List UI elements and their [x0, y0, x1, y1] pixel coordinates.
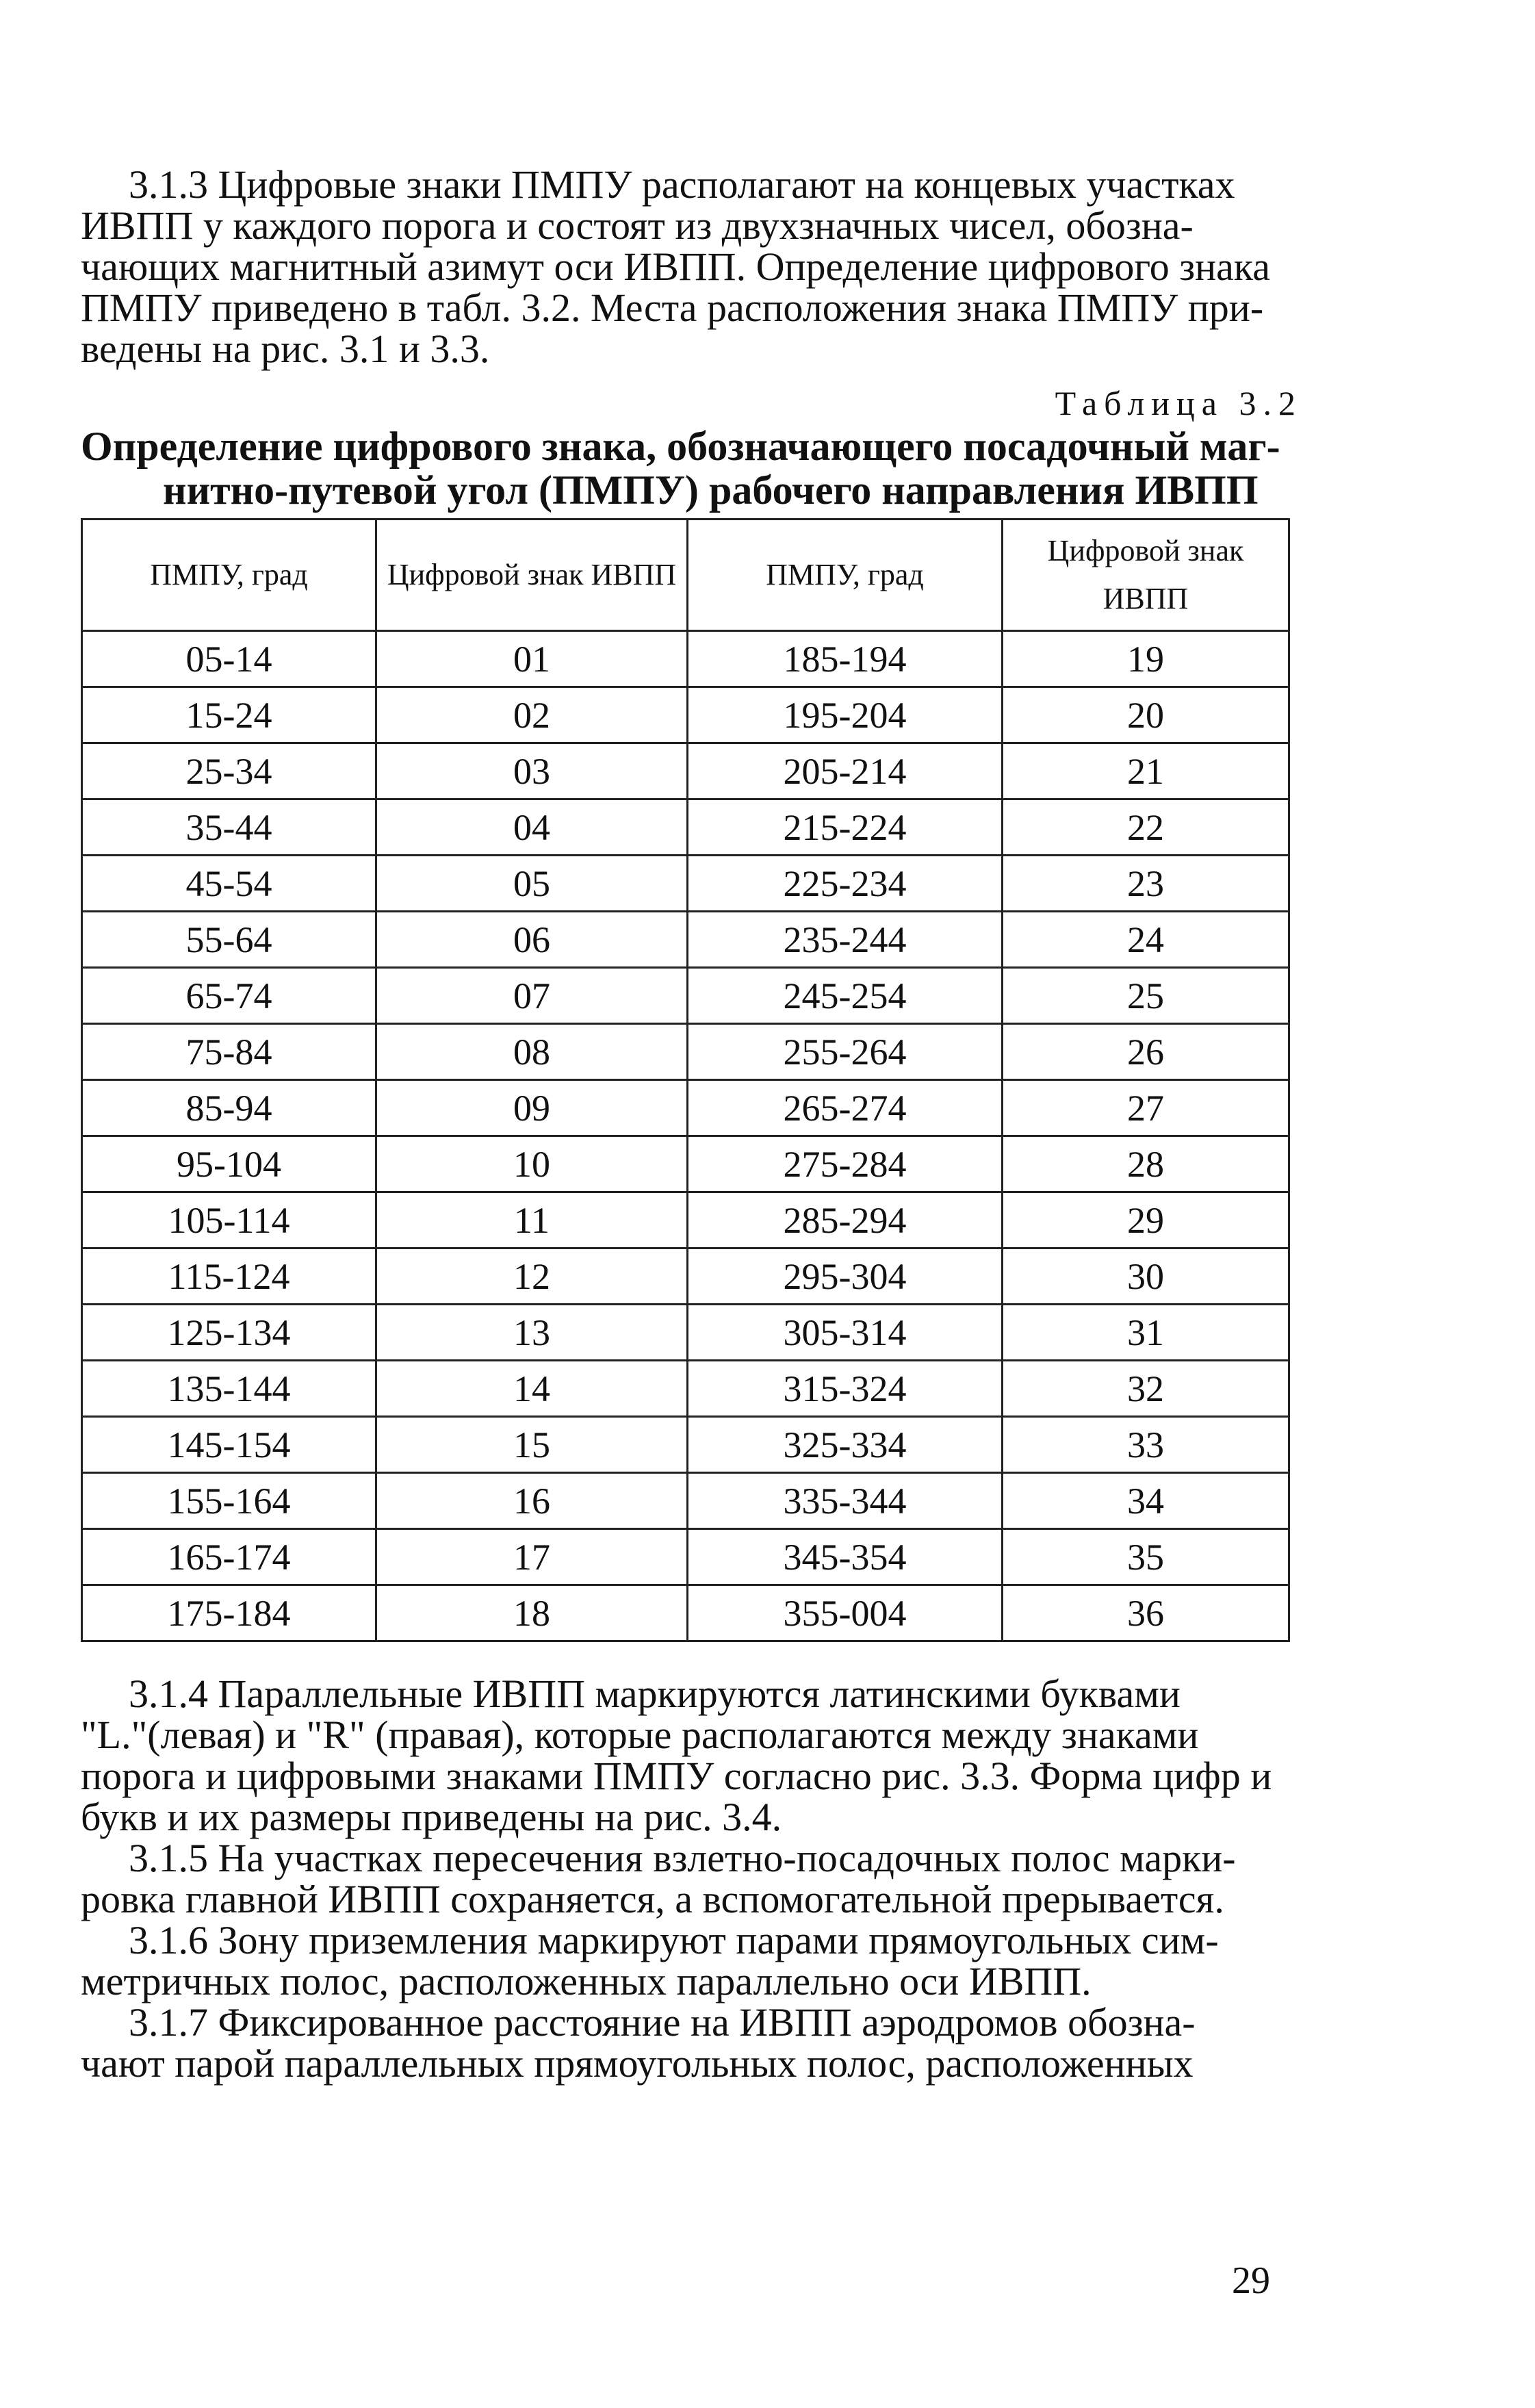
text-line: букв и их размеры приведены на рис. 3.4.: [81, 1795, 782, 1839]
table-cell: 75-84: [82, 1024, 376, 1080]
table-cell: 21: [1003, 743, 1289, 799]
table-row: [82, 1585, 1289, 1641]
table-cell: 01: [376, 631, 688, 687]
text-line: метричных полос, расположенных параллельно оси ИВПП.: [81, 1959, 1092, 2003]
table-cell: 175-184: [82, 1585, 376, 1641]
table-row: [82, 743, 1289, 799]
table-cell: 27: [1003, 1080, 1289, 1136]
table-cell: 275-284: [688, 1136, 1003, 1192]
table-cell: 18: [376, 1585, 688, 1641]
table-cell: 10: [376, 1136, 688, 1192]
text-line: ведены на рис. 3.1 и 3.3.: [81, 326, 490, 371]
pmpu-table: [81, 518, 1290, 1642]
table-cell: 17: [376, 1529, 688, 1585]
table-cell: 215-224: [688, 799, 1003, 856]
table-cell: 85-94: [82, 1080, 376, 1136]
table-cell: 335-344: [688, 1473, 1003, 1529]
table-caption: Таблица 3.2: [1055, 384, 1302, 422]
table-cell: 235-244: [688, 912, 1003, 968]
text-line: ИВПП у каждого порога и состоят из двухзначных чисел, обозна-: [81, 203, 1194, 248]
table-row: [82, 912, 1289, 968]
table-cell: 65-74: [82, 968, 376, 1024]
table-cell: 105-114: [82, 1192, 376, 1248]
table-cell: 225-234: [688, 856, 1003, 912]
table-row: [82, 1192, 1289, 1248]
table-cell: 155-164: [82, 1473, 376, 1529]
text-line: 3.1.4 Параллельные ИВПП маркируются латинскими буквами: [129, 1671, 1181, 1716]
page-number: 29: [1232, 2259, 1270, 2302]
table-title: [81, 424, 1299, 512]
table-row: [82, 1473, 1289, 1529]
paragraphs-3-1-4-to-3-1-7: [81, 1671, 1299, 2086]
column-header-digit-sign: Цифровой знак ИВПП: [1003, 520, 1289, 631]
text-line: чают парой параллельных прямоугольных полос, расположенных: [81, 2041, 1194, 2086]
table-cell: 13: [376, 1305, 688, 1361]
table-cell: 09: [376, 1080, 688, 1136]
table-cell: 22: [1003, 799, 1289, 856]
table-cell: 03: [376, 743, 688, 799]
table-row: [82, 687, 1289, 743]
table-cell: 28: [1003, 1136, 1289, 1192]
table-cell: 07: [376, 968, 688, 1024]
table-cell: 24: [1003, 912, 1289, 968]
column-header-digit-sign: Цифровой знак ИВПП: [376, 520, 688, 631]
table-cell: 16: [376, 1473, 688, 1529]
table-cell: 185-194: [688, 631, 1003, 687]
table-cell: 285-294: [688, 1192, 1003, 1248]
table-cell: 265-274: [688, 1080, 1003, 1136]
text-line: 3.1.6 Зону приземления маркируют парами прямоугольных сим-: [129, 1918, 1219, 1962]
table-cell: 20: [1003, 687, 1289, 743]
table-cell: 35: [1003, 1529, 1289, 1585]
table-title-line: нитно-путевой угол (ПМПУ) рабочего направления ИВПП: [163, 467, 1259, 513]
table-cell: 25-34: [82, 743, 376, 799]
text-line: "L."(левая) и "R" (правая), которые располагаются между знаками: [81, 1713, 1199, 1757]
column-header-pmpu: ПМПУ, град: [82, 520, 376, 631]
table-cell: 30: [1003, 1248, 1289, 1305]
table-cell: 55-64: [82, 912, 376, 968]
text-line: ПМПУ приведено в табл. 3.2. Места расположения знака ПМПУ при-: [81, 285, 1264, 330]
table-cell: 35-44: [82, 799, 376, 856]
table-body: [82, 631, 1289, 1641]
table-cell: 95-104: [82, 1136, 376, 1192]
text-line: чающих магнитный азимут оси ИВПП. Определение цифрового знака: [81, 244, 1270, 289]
table-cell: 11: [376, 1192, 688, 1248]
table-row: [82, 856, 1289, 912]
table-cell: 02: [376, 687, 688, 743]
table-cell: 14: [376, 1361, 688, 1417]
table-title-line: Определение цифрового знака, обозначающего посадочный маг-: [81, 424, 1280, 469]
table-cell: 23: [1003, 856, 1289, 912]
table-cell: 325-334: [688, 1417, 1003, 1473]
table-cell: 12: [376, 1248, 688, 1305]
table-row: [82, 1024, 1289, 1080]
table-cell: 31: [1003, 1305, 1289, 1361]
table-cell: 19: [1003, 631, 1289, 687]
table-cell: 36: [1003, 1585, 1289, 1641]
table-row: [82, 1136, 1289, 1192]
table-row: [82, 631, 1289, 687]
table-cell: 145-154: [82, 1417, 376, 1473]
table-cell: 315-324: [688, 1361, 1003, 1417]
table-cell: 29: [1003, 1192, 1289, 1248]
table-row: [82, 1417, 1289, 1473]
table-row: [82, 1361, 1289, 1417]
table-cell: 05: [376, 856, 688, 912]
table-cell: 205-214: [688, 743, 1003, 799]
text-line: ровка главной ИВПП сохраняется, а вспомогательной прерывается.: [81, 1877, 1224, 1921]
table-cell: 245-254: [688, 968, 1003, 1024]
paragraph-3-1-3: [81, 164, 1299, 370]
text-line: 3.1.3 Цифровые знаки ПМПУ располагают на концевых участках: [129, 162, 1235, 207]
table-cell: 33: [1003, 1417, 1289, 1473]
table-row: [82, 968, 1289, 1024]
table-cell: 15: [376, 1417, 688, 1473]
text-line: порога и цифровыми знаками ПМПУ согласно рис. 3.3. Форма цифр и: [81, 1754, 1272, 1798]
table-cell: 345-354: [688, 1529, 1003, 1585]
table-cell: 305-314: [688, 1305, 1003, 1361]
table-header-row: [82, 520, 1289, 631]
table-cell: 295-304: [688, 1248, 1003, 1305]
table-row: [82, 1080, 1289, 1136]
column-header-pmpu: ПМПУ, град: [688, 520, 1003, 631]
table-cell: 25: [1003, 968, 1289, 1024]
table-cell: 32: [1003, 1361, 1289, 1417]
table-cell: 06: [376, 912, 688, 968]
table-cell: 115-124: [82, 1248, 376, 1305]
table-cell: 45-54: [82, 856, 376, 912]
table-row: [82, 1529, 1289, 1585]
table-row: [82, 1248, 1289, 1305]
table-cell: 125-134: [82, 1305, 376, 1361]
table-cell: 08: [376, 1024, 688, 1080]
table-cell: 195-204: [688, 687, 1003, 743]
table-cell: 05-14: [82, 631, 376, 687]
table-cell: 355-004: [688, 1585, 1003, 1641]
text-line: 3.1.5 На участках пересечения взлетно-посадочных полос марки-: [129, 1836, 1236, 1880]
table-row: [82, 1305, 1289, 1361]
table-cell: 135-144: [82, 1361, 376, 1417]
table-cell: 15-24: [82, 687, 376, 743]
table-cell: 34: [1003, 1473, 1289, 1529]
table-cell: 255-264: [688, 1024, 1003, 1080]
table-cell: 165-174: [82, 1529, 376, 1585]
table-cell: 26: [1003, 1024, 1289, 1080]
table-row: [82, 799, 1289, 856]
table-cell: 04: [376, 799, 688, 856]
text-line: 3.1.7 Фиксированное расстояние на ИВПП аэродромов обозна-: [129, 2000, 1196, 2045]
